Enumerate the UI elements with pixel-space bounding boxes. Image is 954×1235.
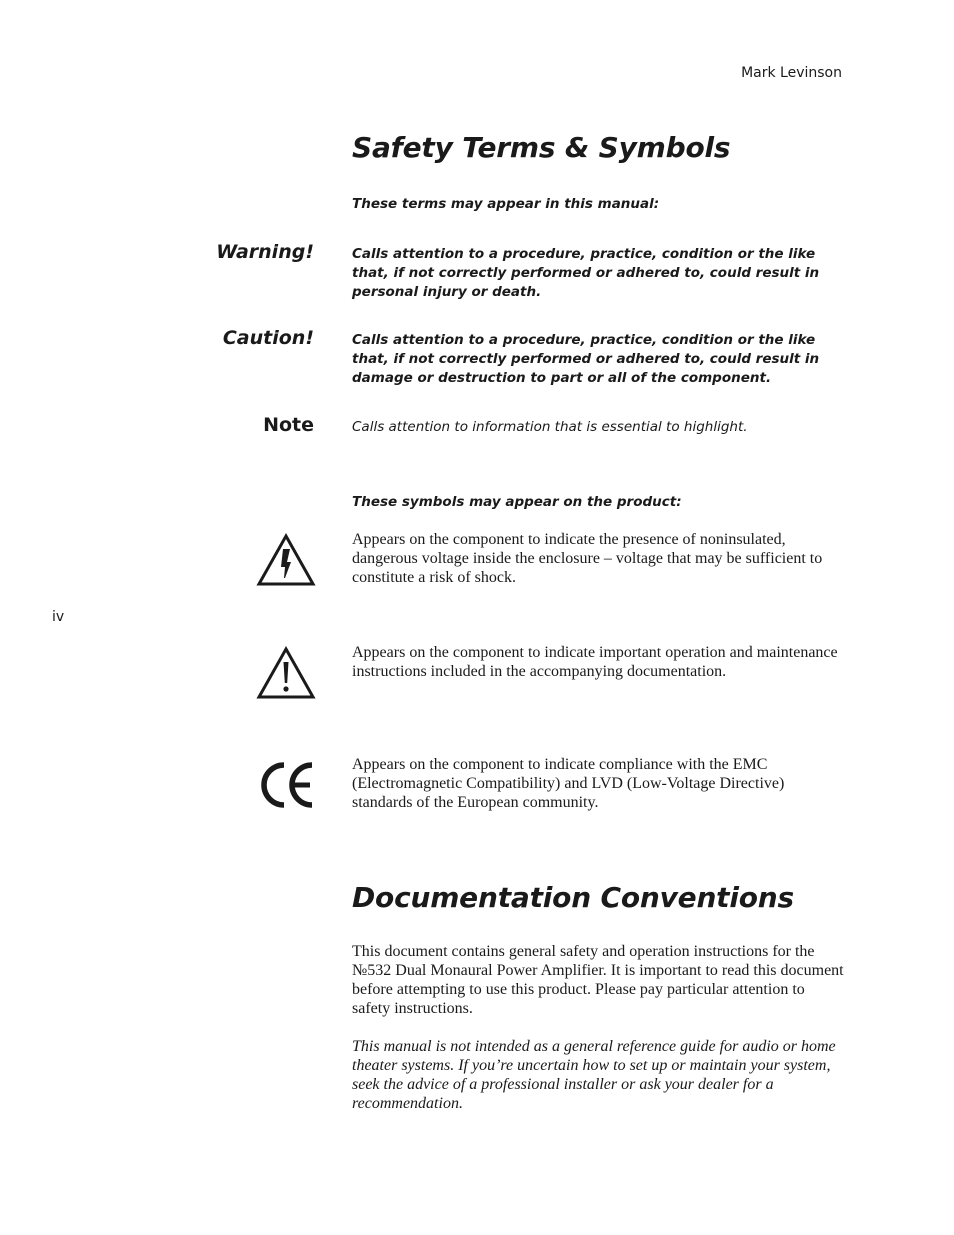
caution-label: Caution!: [222, 327, 314, 349]
exclamation-triangle-icon: [256, 645, 316, 701]
documentation-section-title: Documentation Conventions: [352, 881, 795, 914]
ce-mark-icon: [256, 757, 316, 813]
running-header: Mark Levinson: [741, 65, 842, 81]
page-number: iv: [52, 609, 65, 625]
note-label: Note: [263, 414, 314, 436]
lightning-triangle-icon: [256, 532, 316, 588]
warning-label: Warning!: [216, 241, 314, 263]
documentation-paragraph-2: This manual is not intended as a general reference guide for audio or home theater systems. If you’re uncertain how to set up or maintain your system, seek the advice of a professional installer or ask your dealer for a recommendation.: [352, 1038, 836, 1112]
exclamation-symbol-description: Appears on the component to indicate important operation and maintenance instructions included in the accompanying documentation.: [352, 644, 838, 680]
terms-intro: These terms may appear in this manual:: [352, 196, 660, 212]
caution-definition: Calls attention to a procedure, practice, condition or the like that, if not correctly performed or adhered to, could result in damage or destruction to part or all of the component.: [352, 332, 820, 386]
warning-definition: Calls attention to a procedure, practice, condition or the like that, if not correctly performed or adhered to, could result in personal injury or death.: [352, 246, 820, 300]
safety-section-title: Safety Terms & Symbols: [352, 131, 731, 164]
note-definition: Calls attention to information that is essential to highlight.: [352, 419, 748, 435]
documentation-paragraph-1: This document contains general safety and operation instructions for the №532 Dual Monaural Power Amplifier. It is important to read this document before attempting to use this product. Please pay particular attention to safety instructions.: [352, 943, 844, 1017]
symbols-intro: These symbols may appear on the product:: [352, 494, 682, 510]
ce-symbol-description: Appears on the component to indicate compliance with the EMC (Electromagnetic Compatibility) and LVD (Low-Voltage Directive) standards of the European community.: [352, 756, 785, 811]
lightning-symbol-description: Appears on the component to indicate the presence of noninsulated, dangerous voltage inside the enclosure – voltage that may be sufficient to constitute a risk of shock.: [352, 531, 823, 586]
